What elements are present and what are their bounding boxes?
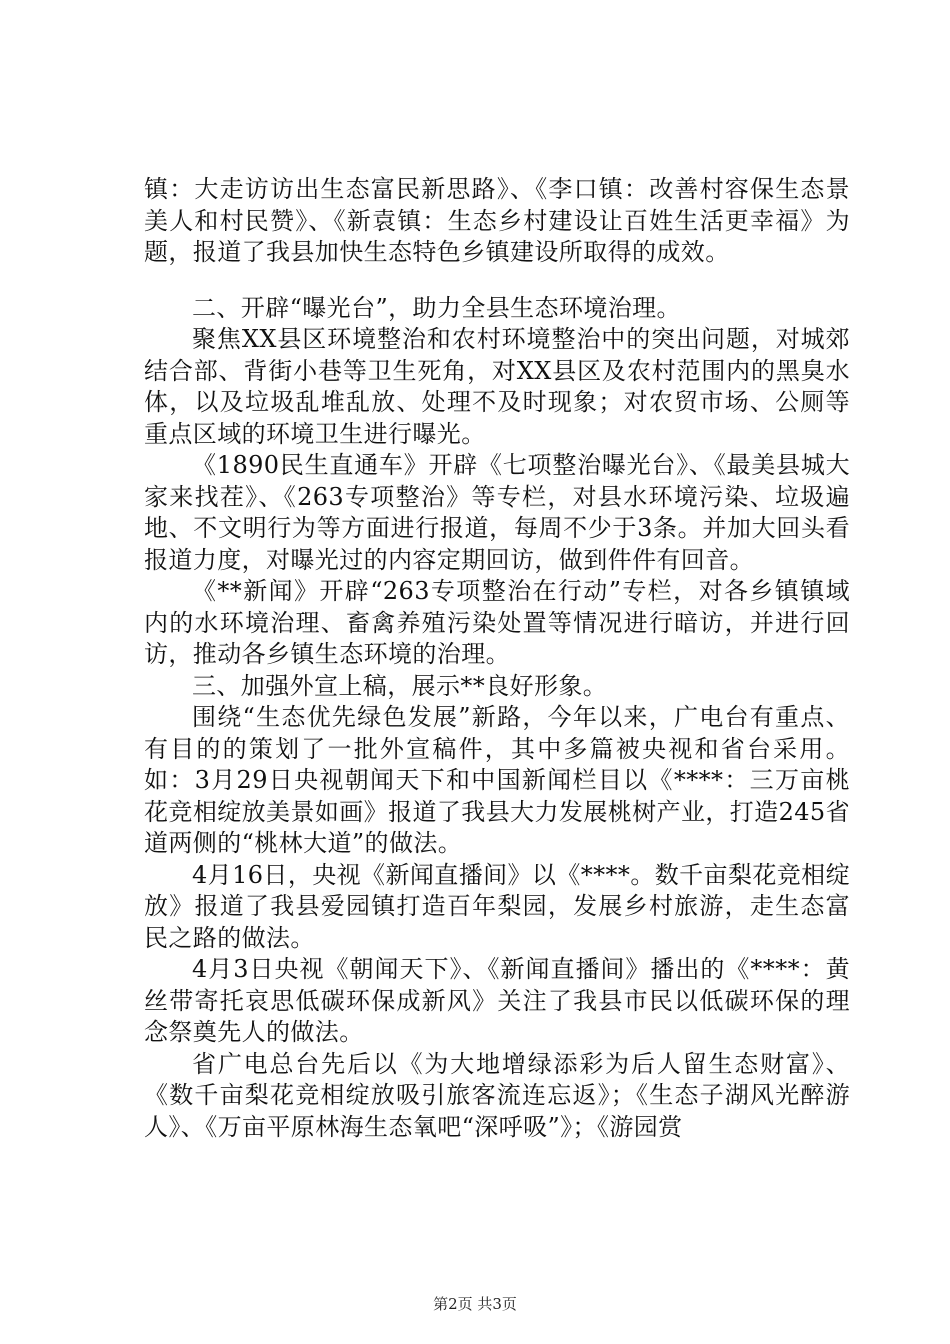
section-heading-3: 三、加强外宣上稿，展示**良好形象。 — [192, 671, 608, 700]
paragraph: 聚焦XX县区环境整治和农村环境整治中的突出问题，对城郊结合部、背街小巷等卫生死角，对XX县区及农村范围内的黑臭水体，以及垃圾乱堆乱放、处理不及时现象；对农贸市场、公厕等重点区域的环境卫生进行曝光。 — [144, 325, 850, 448]
paragraph: 4月16日，央视《新闻直播间》以《****。数千亩梨花竞相绽放》报道了我县爱园镇打造百年梨园，发展乡村旅游，走生态富民之路的做法。 — [144, 860, 850, 952]
paragraph-gap — [144, 269, 850, 293]
paragraph: 4月3日央视《朝闻天下》、《新闻直播间》播出的《****：黄丝带寄托哀思低碳环保成新风》关注了我县市民以低碳环保的理念祭奠先人的做法。 — [144, 955, 850, 1046]
paragraph: 围绕“生态优先绿色发展”新路，今年以来，广电台有重点、有目的的策划了一批外宣稿件，其中多篇被央视和省台采用。如：3月29日央视朝闻天下和中国新闻栏目以《****：三万亩桃花竞相绽放美景如画》报道了我县大力发展桃树产业，打造245省道两侧的“桃林大道”的做法。 — [144, 703, 850, 857]
document-body — [144, 174, 850, 1143]
page-number-footer: 第2页 共3页 — [433, 1295, 517, 1313]
paragraph: 《**新闻》开辟“263专项整治在行动”专栏，对各乡镇镇域内的水环境治理、畜禽养殖污染处置等情况进行暗访，并进行回访，推动各乡镇生态环境的治理。 — [144, 577, 850, 668]
section-heading-2: 二、开辟“曝光台”，助力全县生态环境治理。 — [192, 293, 681, 322]
paragraph: 省广电总台先后以《为大地增绿添彩为后人留生态财富》、《数千亩梨花竞相绽放吸引旅客流连忘返》；《生态子湖风光醉游人》、《万亩平原林海生态氧吧“深呼吸”》；《游园赏 — [144, 1049, 850, 1141]
paragraph-continued: 镇：大走访访出生态富民新思路》、《李口镇：改善村容保生态景美人和村民赞》、《新袁镇：生态乡村建设让百姓生活更幸福》为题，报道了我县加快生态特色乡镇建设所取得的成效。 — [144, 175, 850, 266]
paragraph: 《1890民生直通车》开辟《七项整治曝光台》、《最美县城大家来找茬》、《263专项整治》等专栏，对县水环境污染、垃圾遍地、不文明行为等方面进行报道，每周不少于3条。并加大回头看报道力度，对曝光过的内容定期回访，做到件件有回音。 — [144, 451, 850, 574]
